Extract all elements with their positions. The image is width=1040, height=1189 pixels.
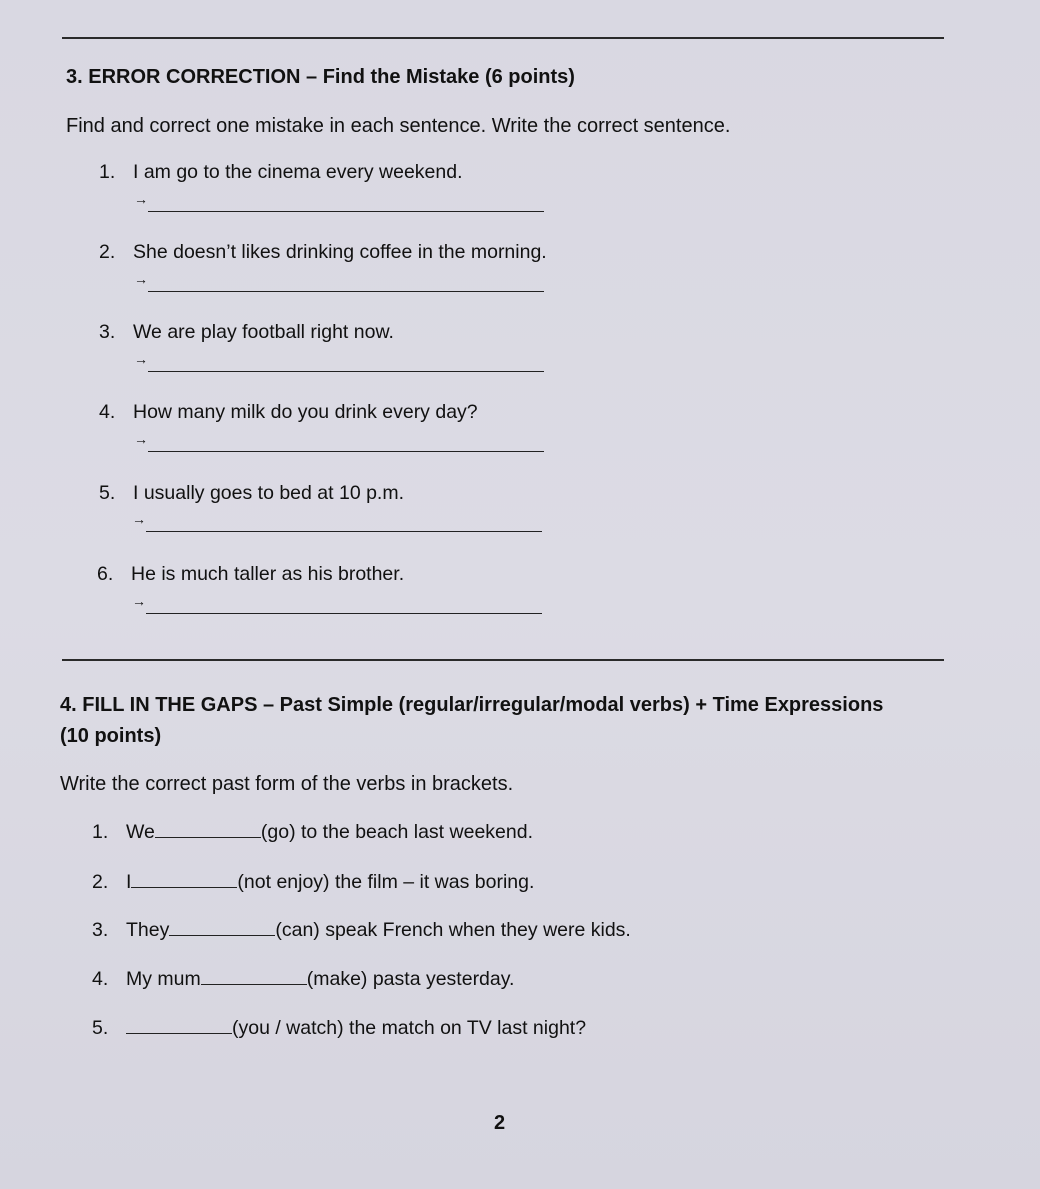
- item-number: 2.: [92, 871, 109, 893]
- section4-instruction: Write the correct past form of the verbs in brackets.: [60, 773, 514, 795]
- gap-item-4: [92, 968, 514, 991]
- error-item-2: [99, 241, 547, 264]
- item-number: 1.: [92, 821, 109, 843]
- arrow-icon: →: [134, 271, 148, 287]
- item-sentence: We are play football right now.: [133, 321, 394, 343]
- top-divider: [62, 37, 944, 39]
- answer-line-2[interactable]: [134, 271, 546, 303]
- gap-blank[interactable]: [169, 919, 275, 936]
- item-number: 4.: [92, 968, 109, 990]
- item-number: 5.: [99, 482, 116, 504]
- arrow-icon: →: [134, 191, 148, 207]
- section4-points: (10 points): [60, 725, 162, 747]
- item-sentence: How many milk do you drink every day?: [133, 401, 478, 423]
- item-after: (make) pasta yesterday.: [306, 968, 515, 990]
- error-item-6: [97, 563, 404, 586]
- item-number: 6.: [97, 563, 114, 585]
- write-line: [148, 211, 544, 212]
- error-item-3: [99, 321, 394, 344]
- item-after: (not enjoy) the film – it was boring.: [237, 871, 535, 893]
- item-before: I: [126, 871, 132, 893]
- error-item-4: [99, 401, 478, 424]
- item-number: 3.: [92, 919, 109, 941]
- write-line: [146, 613, 542, 614]
- item-after: (can) speak French when they were kids.: [275, 919, 631, 941]
- write-line: [148, 451, 544, 452]
- gap-blank[interactable]: [155, 821, 261, 838]
- page-number: 2: [494, 1112, 506, 1134]
- item-number: 3.: [99, 321, 116, 343]
- item-before: My mum: [126, 968, 201, 990]
- item-after: (you / watch) the match on TV last night?: [232, 1017, 587, 1039]
- gap-item-3: [92, 919, 631, 942]
- error-item-1: [99, 161, 463, 184]
- arrow-icon: →: [134, 351, 148, 367]
- section4-title: 4. FILL IN THE GAPS – Past Simple (regular/irregular/modal verbs) + Time Expressions: [60, 694, 884, 716]
- item-before: We: [126, 821, 155, 843]
- gap-blank[interactable]: [126, 1017, 232, 1034]
- gap-item-1: [92, 821, 533, 844]
- item-number: 5.: [92, 1017, 109, 1039]
- error-item-5: [99, 482, 404, 505]
- answer-line-6[interactable]: [132, 593, 544, 625]
- gap-item-5: [92, 1017, 586, 1040]
- item-number: 2.: [99, 241, 116, 263]
- arrow-icon: →: [134, 431, 148, 447]
- gap-item-2: [92, 871, 534, 894]
- item-after: (go) to the beach last weekend.: [260, 821, 533, 843]
- answer-line-4[interactable]: [134, 431, 546, 463]
- section3-instruction: Find and correct one mistake in each sentence. Write the correct sentence.: [66, 115, 731, 137]
- item-before: They: [126, 919, 170, 941]
- gap-blank[interactable]: [131, 871, 237, 888]
- write-line: [148, 291, 544, 292]
- write-line: [146, 531, 542, 532]
- section-divider: [62, 659, 944, 661]
- write-line: [148, 371, 544, 372]
- item-sentence: I usually goes to bed at 10 p.m.: [133, 482, 405, 504]
- answer-line-5[interactable]: [132, 511, 544, 543]
- arrow-icon: →: [132, 511, 146, 527]
- gap-blank[interactable]: [201, 968, 307, 985]
- item-sentence: She doesn’t likes drinking coffee in the morning.: [133, 241, 547, 263]
- section3-title: 3. ERROR CORRECTION – Find the Mistake (6 points): [66, 66, 575, 88]
- item-sentence: I am go to the cinema every weekend.: [133, 161, 463, 183]
- item-number: 1.: [99, 161, 116, 183]
- arrow-icon: →: [132, 593, 146, 609]
- item-sentence: He is much taller as his brother.: [131, 563, 405, 585]
- answer-line-3[interactable]: [134, 351, 546, 383]
- answer-line-1[interactable]: [134, 191, 546, 223]
- item-number: 4.: [99, 401, 116, 423]
